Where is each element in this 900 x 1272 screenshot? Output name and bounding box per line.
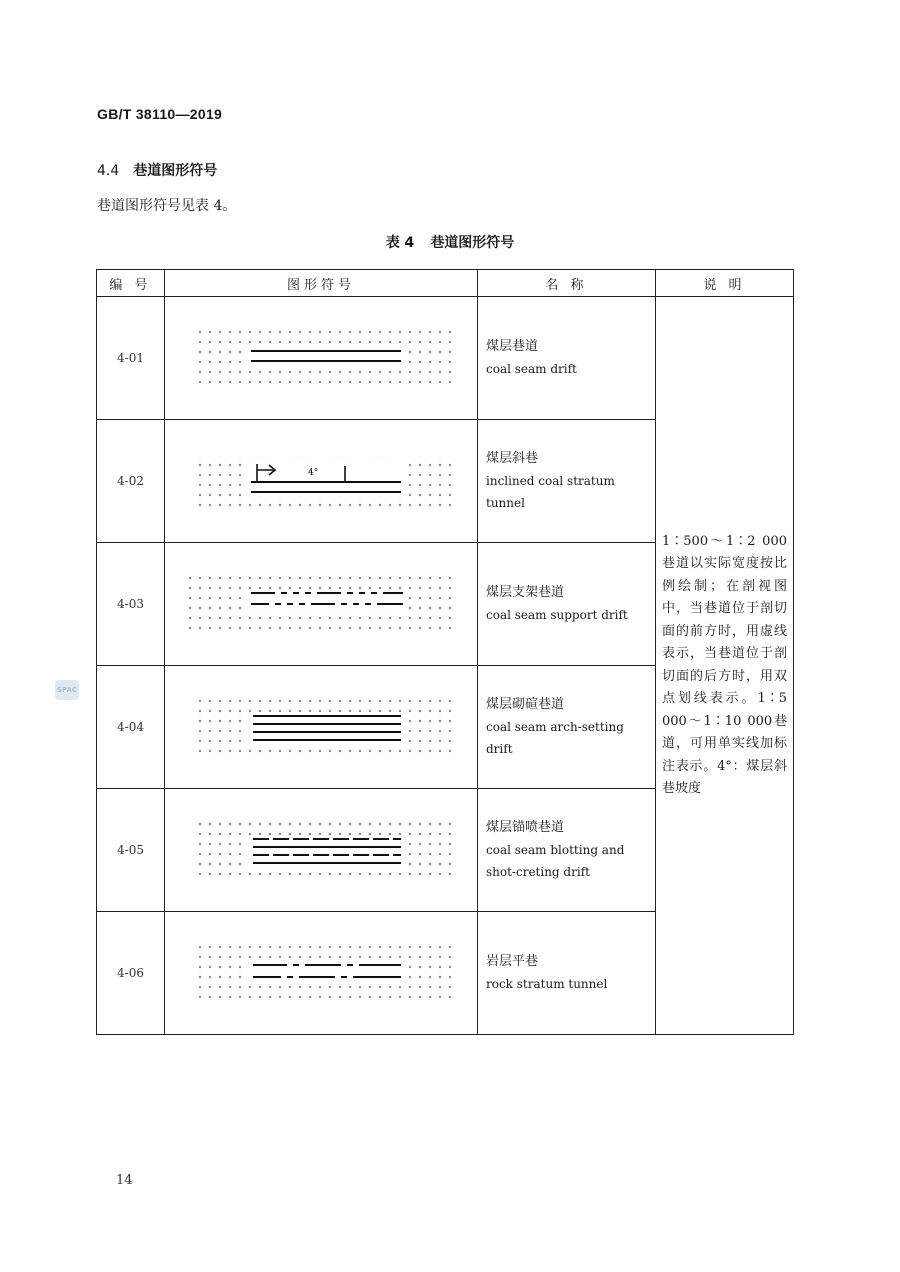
symbol-cell: [165, 543, 478, 666]
page-number: 14: [116, 1173, 133, 1188]
shotcrete-drift-symbol: [165, 789, 478, 911]
row-code: 4-01: [97, 297, 165, 420]
slope-label: 4°: [308, 468, 319, 478]
section-heading: [97, 160, 217, 180]
description-cell: 1∶500～1∶2 000巷道以实际宽度按比例绘制；在剖视图中，当巷道位于剖切面的前方时，用虚线表示，当巷道位于剖切面的后方时，用双点划线表示。1∶5 000～1∶10 000巷道，可用单实线加标注表示。4°：煤层斜巷坡度: [656, 297, 794, 1035]
table-caption-title: 巷道图形符号: [430, 235, 515, 251]
symbol-cell: [165, 420, 478, 543]
row-name-en: coal seam drift: [486, 362, 577, 376]
row-name: [478, 297, 656, 420]
row-name-en: coal seam support drift: [486, 608, 628, 622]
col-header-description: 说 明: [656, 270, 794, 297]
symbol-cell: [165, 297, 478, 420]
standard-number: GB/T 38110—2019: [97, 106, 223, 122]
row-name-zh: 岩层平巷: [486, 954, 539, 969]
symbol-cell: [165, 666, 478, 789]
coal-seam-drift-symbol: [165, 297, 478, 419]
row-name-en: inclined coal stratum tunnel: [486, 474, 615, 510]
watermark-logo: SPAC: [55, 680, 79, 700]
row-name-en: rock stratum tunnel: [486, 977, 608, 991]
row-code: 4-05: [97, 789, 165, 912]
table-header-row: [97, 270, 794, 297]
row-code: 4-03: [97, 543, 165, 666]
support-drift-symbol: [165, 543, 478, 665]
row-name: [478, 789, 656, 912]
rock-tunnel-symbol: [165, 912, 478, 1034]
row-name-en: coal seam blotting and shot-creting drift: [486, 843, 625, 879]
col-header-name: 名 称: [478, 270, 656, 297]
section-number: 4.4: [97, 163, 120, 179]
row-name-zh: 煤层巷道: [486, 339, 539, 354]
symbol-cell: [165, 789, 478, 912]
row-name-zh: 煤层砌碹巷道: [486, 697, 565, 712]
row-name: [478, 420, 656, 543]
row-name: [478, 666, 656, 789]
row-name-en: coal seam arch-setting drift: [486, 720, 624, 756]
arch-setting-drift-symbol: [165, 666, 478, 788]
row-code: 4-06: [97, 912, 165, 1035]
row-name-zh: 煤层斜巷: [486, 451, 539, 466]
symbol-cell: [165, 912, 478, 1035]
col-header-symbol: 图形符号: [165, 270, 478, 297]
section-title: 巷道图形符号: [133, 163, 218, 179]
col-header-code: 编 号: [97, 270, 165, 297]
intro-text: 巷道图形符号见表 4。: [97, 198, 237, 214]
row-code: 4-02: [97, 420, 165, 543]
table-caption-number: 表 4: [385, 235, 415, 251]
row-code: 4-04: [97, 666, 165, 789]
symbol-table: [96, 269, 794, 1035]
row-name-zh: 煤层锚喷巷道: [486, 820, 565, 835]
table-row: [97, 297, 794, 420]
row-name-zh: 煤层支架巷道: [486, 585, 565, 600]
inclined-drift-symbol: [165, 420, 478, 542]
row-name: [478, 543, 656, 666]
row-name: [478, 912, 656, 1035]
table-caption: [0, 232, 900, 252]
